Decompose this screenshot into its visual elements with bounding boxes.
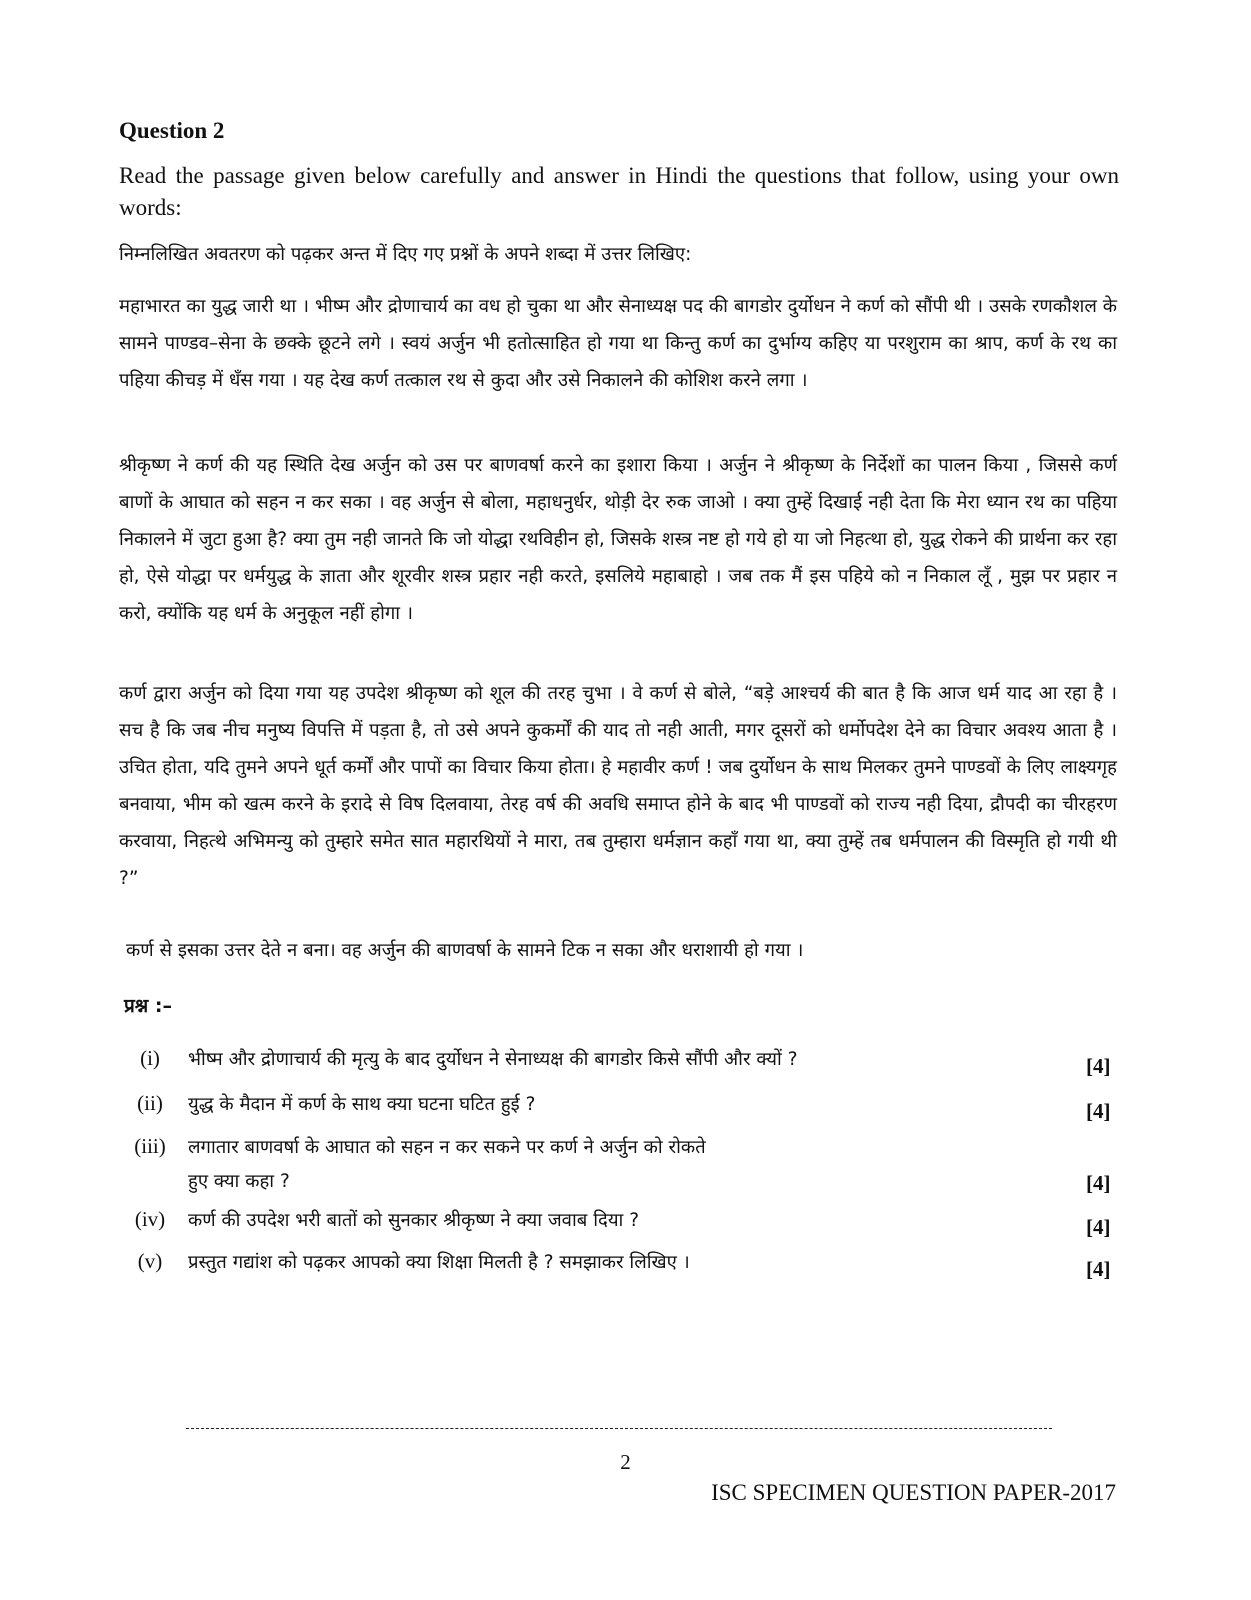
question-number: (iii) [134,1134,166,1158]
question-text: युद्ध के मैदान में कर्ण के साथ क्या घटना घटित हुई ? [188,1094,536,1115]
question-number: (iv) [134,1207,166,1231]
question-number: (i) [140,1046,160,1070]
question-marks: [4] [1086,1099,1111,1123]
question-marks: [4] [1086,1257,1111,1281]
passage-paragraph-1: महाभारत का युद्ध जारी था । भीष्म और द्रोणाचार्य का वध हो चुका था और सेनाध्यक्ष पद की बागडोर दुर्योधन ने कर्ण को सौंपी थी । उसके रणकौशल के सामने पाण्डव–सेना के छक्के छूटने लगे । स्वयं अर्जुन भी हतोत्साहित हो गया था किन्तु कर्ण का दुर्भाग्य कहिए या परशुराम का श्राप, कर्ण के रथ का पहिया कीचड़ में धँस गया । यह देख कर्ण तत्काल रथ से कुदा और उसे निकालने की कोशिश करने लगा । [119,296,1117,391]
page-number: 2 [620,1450,631,1474]
question-marks: [4] [1086,1215,1111,1239]
passage-paragraph-3: कर्ण द्वारा अर्जुन को दिया गया यह उपदेश श्रीकृष्ण को शूल की तरह चुभा । वे कर्ण से बोले, “बड़े आश्चर्य की बात है कि आज धर्म याद आ रहा है । सच है कि जब नीच मनुष्य विपत्ति में पड़ता है, तो उसे अपने कुकर्मों की याद तो नही आती, मगर दूसरों को धर्मोपदेश देने का विचार अवश्य आता है । उचित होता, यदि तुमने अपने धूर्त कर्मों और पापों का विचार किया होता। हे महावीर कर्ण ! जब दुर्योधन के साथ मिलकर तुमने पाण्डवों के लिए लाक्ष्यगृह बनवाया, भीम को खत्म करने के इरादे से विष दिलवाया, तेरह वर्ष की अवधि समाप्त होने के बाद भी पाण्डवों को राज्य नही दिया, द्रौपदी का चीरहरण करवाया, निहत्थे अभिमन्यु को तुम्हारे समेत सात महारथियों ने मारा, तब तुम्हारा धर्मज्ञान कहाँ गया था, क्या तुम्हें तब धर्मपालन की विस्मृति हो गयी थी ?” [119,683,1117,889]
passage-paragraph-2: श्रीकृष्ण ने कर्ण की यह स्थिति देख अर्जुन को उस पर बाणवर्षा करने का इशारा किया । अर्जुन ने श्रीकृष्ण के निर्देशों का पालन किया , जिससे कर्ण बाणों के आघात को सहन न कर सका । वह अर्जुन से बोला, महाधनुर्धर, थोड़ी देर रुक जाओ । क्या तुम्हें दिखाई नही देता कि मेरा ध्यान रथ का पहिया निकालने में जुटा हुआ है? क्या तुम नही जानते कि जो योद्धा रथविहीन हो, जिसके शस्त्र नष्ट हो गये हो या जो निहत्था हो, युद्ध रोकने की प्रार्थना कर रहा हो, ऐसे योद्धा पर धर्मयुद्ध के ज्ञाता और शूरवीर शस्त्र प्रहार नही करते, इसलिये महाबाहो । जब तक मैं इस पहिये को न निकाल लूँ , मुझ पर प्रहार न करो, क्योंकि यह धर्म के अनुकूल नहीं होगा । [119,455,1117,624]
question-text: भीष्म और द्रोणाचार्य की मृत्यु के बाद दुर्योधन ने सेनाध्यक्ष की बागडोर किसे सौंपी और क्यों ? [188,1049,798,1070]
question-number: (v) [137,1249,163,1273]
question-text: कर्ण की उपदेश भरी बातों को सुनकार श्रीकृष्ण ने क्या जवाब दिया ? [188,1210,640,1231]
question-marks: [4] [1086,1054,1111,1078]
footer-divider [186,1428,1052,1429]
english-instruction: Read the passage given below carefully and answer in Hindi the questions that follow, using your own words: [119,163,1119,220]
passage-paragraph-4: कर्ण से इसका उत्तर देते न बना। वह अर्जुन की बाणवर्षा के सामने टिक न सका और धराशायी हो गया । [126,940,804,961]
questions-heading: प्रश्न :– [124,995,172,1017]
question-text-line-2: हुए क्या कहा ? [188,1171,290,1192]
question-text: प्रस्तुत गद्यांश को पढ़कर आपको क्या शिक्षा मिलती है ? समझाकर लिखिए । [188,1252,690,1273]
question-text-line-1: लगातार बाणवर्षा के आघात को सहन न कर सकने पर कर्ण ने अर्जुन को रोकते [188,1137,706,1158]
question-title: Question 2 [119,118,225,143]
question-number: (ii) [137,1091,163,1115]
question-marks: [4] [1086,1171,1111,1195]
paper-title: ISC SPECIMEN QUESTION PAPER-2017 [711,1480,1116,1505]
hindi-instruction: निम्नलिखित अवतरण को पढ़कर अन्त में दिए गए प्रश्नों के अपने शब्दा में उत्तर लिखिए: [119,244,692,265]
